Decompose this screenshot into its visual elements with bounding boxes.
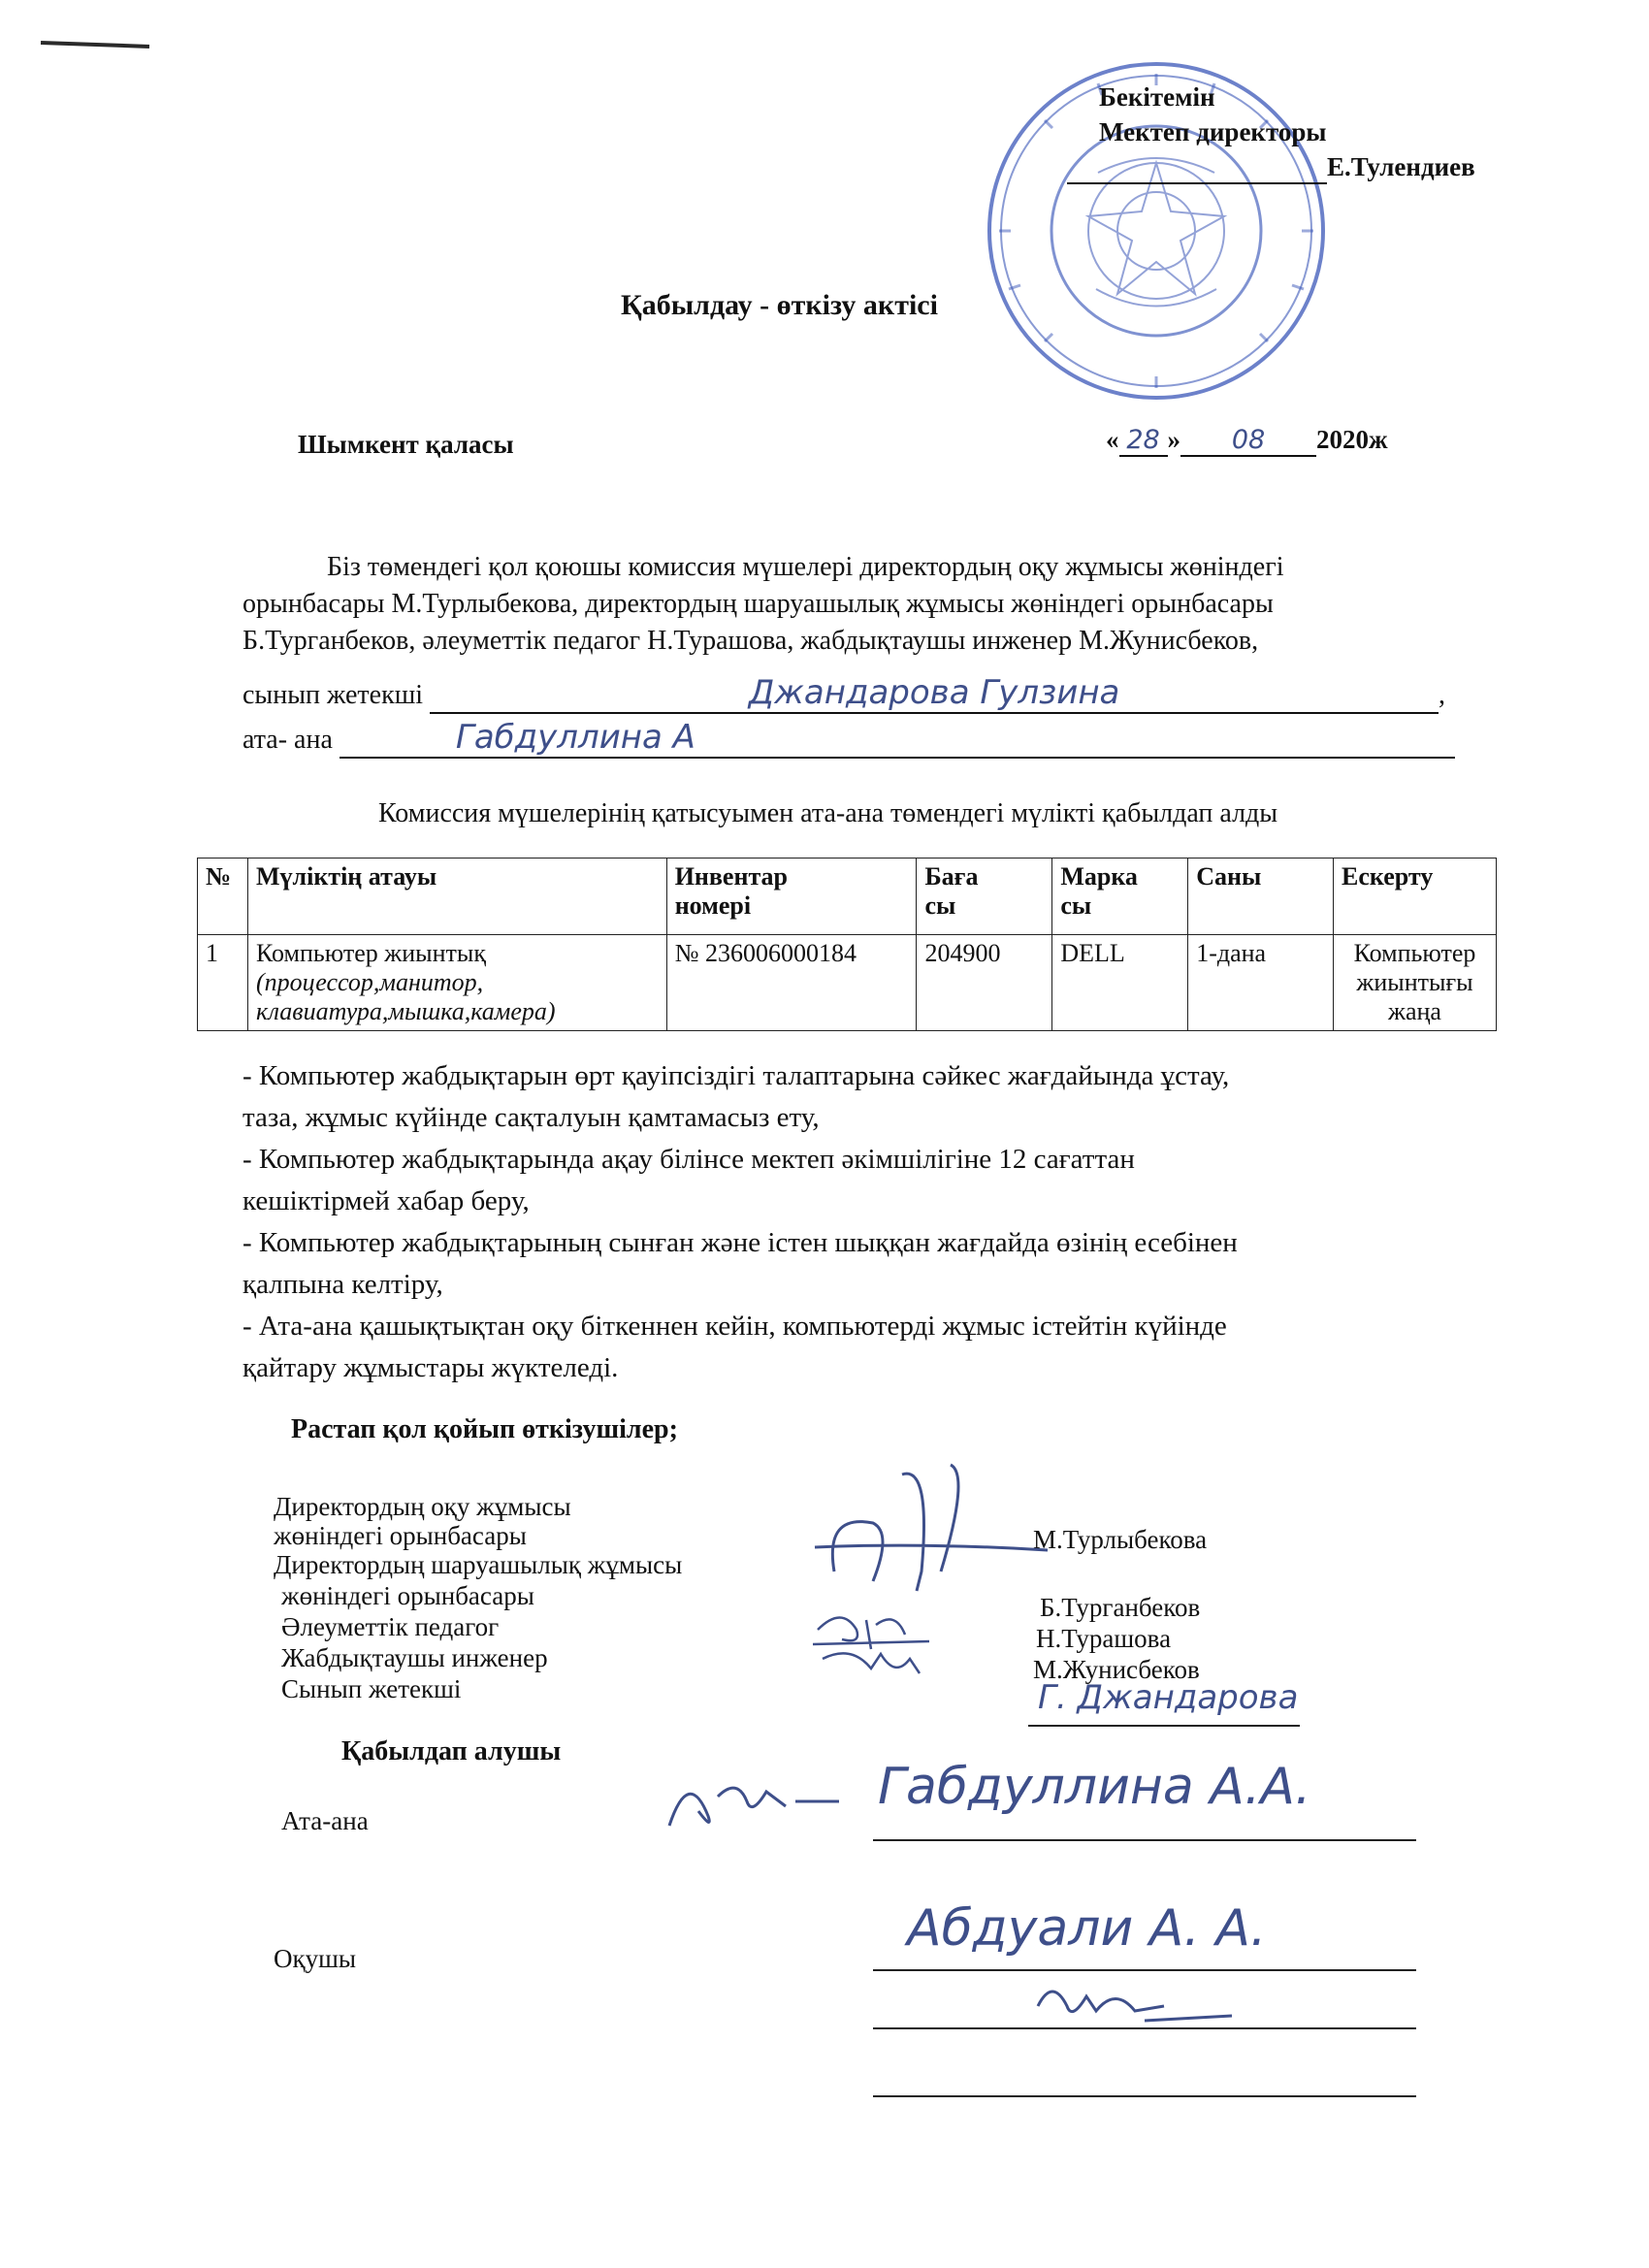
parent-handwritten-name [340, 718, 1455, 759]
role-3: Әлеуметтік педагог [281, 1612, 500, 1641]
header-price-part1: Баға [924, 862, 979, 891]
date-open-quote: « [1106, 425, 1119, 454]
parent-signature-name: Габдуллина А.А. [878, 1758, 1311, 1816]
header-inventory-part2: номері [674, 891, 752, 920]
obligation-1b: таза, жұмыс күйінде сақталуын қамтамасыз ету, [242, 1102, 820, 1133]
parent-handwritten-text: Габдуллина А [455, 718, 695, 757]
cell-number: 1 [198, 935, 248, 1031]
role-2b: жөніндегі орынбасары [281, 1581, 534, 1610]
note-line-3: жаңа [1388, 997, 1441, 1025]
signer-name-3: Н.Турашова [1036, 1624, 1172, 1653]
director-signature-line [1067, 153, 1327, 184]
inventory-table [197, 858, 1497, 1031]
header-price [917, 859, 1052, 935]
header-quantity: Саны [1188, 859, 1334, 935]
date-close-quote: » [1167, 425, 1180, 454]
table-caption: Комиссия мүшелерінің қатысуымен ата-ана төмендегі мүлікті қабылдап алды [378, 798, 1278, 828]
obligation-1a: - Компьютер жабдықтарын өрт қауіпсіздігі талаптарына сәйкес жағдайында ұстау, [242, 1060, 1230, 1091]
intro-line-3: Б.Турганбеков, әлеуметтік педагог Н.Турашова, жабдықтаушы инженер М.Жунисбеков, [242, 626, 1259, 656]
signature-turganbekov-turashova [813, 1601, 949, 1688]
cell-price: 204900 [917, 935, 1052, 1031]
item-detail-2: клавиатура,мышка,камера) [255, 997, 556, 1025]
date-month: 08 [1180, 425, 1316, 457]
class-teacher-signature-line [1028, 1725, 1300, 1727]
place: Шымкент қаласы [298, 430, 514, 459]
extra-signature-line-2 [873, 2095, 1416, 2097]
header-brand [1052, 859, 1188, 935]
role-5: Сынып жетекші [281, 1674, 462, 1703]
teacher-label: сынып жетекші [242, 680, 424, 710]
obligation-3a: - Компьютер жабдықтарының сынған және істен шыққан жағдайда өзінің есебінен [242, 1227, 1238, 1258]
date-year: 2020ж [1316, 425, 1388, 454]
obligation-3b: қалпына келтіру, [242, 1269, 443, 1300]
receiver-heading: Қабылдап алушы [341, 1736, 562, 1766]
intro-teacher-line [242, 673, 1445, 714]
obligation-2a: - Компьютер жабдықтарында ақау білінсе мектеп әкімшілігіне 12 сағаттан [242, 1144, 1135, 1175]
cell-brand: DELL [1052, 935, 1188, 1031]
extra-signature-line-1 [873, 2027, 1416, 2029]
header-note: Ескерту [1334, 859, 1497, 935]
parent-label: ата- ана [242, 725, 333, 755]
header-brand-part2: сы [1060, 891, 1092, 920]
director-name: Е.Тулендиев [1327, 152, 1475, 181]
approval-line-2: Мектеп директоры [1099, 117, 1327, 146]
teacher-handwritten-name: Джандарова Гулзина [430, 673, 1439, 714]
student-signature-name: Абдуали А. А. [907, 1899, 1267, 1958]
signature-student [1028, 1967, 1242, 2035]
table-row [198, 935, 1497, 1031]
note-line-1: Компьютер [1353, 939, 1476, 967]
signature-turlybekova [805, 1455, 1057, 1601]
obligation-4a: - Ата-ана қашықтықтан оқу біткеннен кейін, компьютерді жұмыс істейтін күйінде [242, 1311, 1227, 1342]
cell-quantity: 1-дана [1188, 935, 1334, 1031]
date [1106, 425, 1388, 457]
table-header-row [198, 859, 1497, 935]
note-line-2: жиынтығы [1356, 968, 1473, 996]
cell-note [1334, 935, 1497, 1031]
item-detail-1: (процессор,манитор, [255, 968, 484, 996]
obligation-4b: қайтару жұмыстары жүктеледі. [242, 1352, 619, 1383]
intro-line-2: орынбасары М.Турлыбекова, директордың шаруашылық жұмысы жөніндегі орынбасары [242, 589, 1274, 619]
intro-line-1: Біз төмендегі қол қоюшы комиссия мүшелері директордың оқу жұмысы жөніндегі [327, 552, 1284, 582]
receiver-student-label: Оқушы [274, 1944, 357, 1973]
obligations-list [242, 1055, 1523, 1389]
date-day: 28 [1119, 425, 1168, 457]
document-title: Қабылдау - өткізу актісі [621, 289, 938, 321]
obligation-2b: кешіктірмей хабар беру, [242, 1185, 530, 1216]
header-price-part2: сы [924, 891, 956, 920]
role-2a: Директордың шаруашылық жұмысы [274, 1550, 683, 1579]
header-brand-part1: Марка [1060, 862, 1138, 891]
header-name: Мүліктің атауы [247, 859, 666, 935]
intro-parent-line [242, 718, 1455, 759]
signature-parent [660, 1758, 844, 1845]
scan-artifact [41, 41, 149, 49]
item-name: Компьютер жиынтық [255, 939, 486, 967]
header-inventory [666, 859, 917, 935]
role-4: Жабдықтаушы инженер [281, 1643, 548, 1672]
signer-name-4: М.Жунисбеков [1033, 1655, 1200, 1684]
header-number: № [198, 859, 248, 935]
role-1b: жөніндегі орынбасары [274, 1521, 527, 1550]
teacher-line-end: , [1439, 680, 1446, 710]
signers-heading: Растап қол қойып өткізушілер; [291, 1414, 678, 1444]
approval-line-3 [1067, 149, 1475, 184]
header-inventory-part1: Инвентар [674, 862, 789, 891]
signer-name-2: Б.Турганбеков [1040, 1593, 1201, 1622]
parent-signature-line [873, 1839, 1416, 1841]
class-teacher-handwritten-name: Г. Джандарова [1038, 1678, 1299, 1717]
approval-line-1: Бекітемін [1099, 82, 1215, 112]
receiver-parent-label: Ата-ана [281, 1806, 369, 1835]
cell-inventory: № 236006000184 [666, 935, 917, 1031]
signer-name-1: М.Турлыбекова [1033, 1525, 1208, 1554]
role-1a: Директордың оқу жұмысы [274, 1492, 571, 1521]
cell-name [247, 935, 666, 1031]
